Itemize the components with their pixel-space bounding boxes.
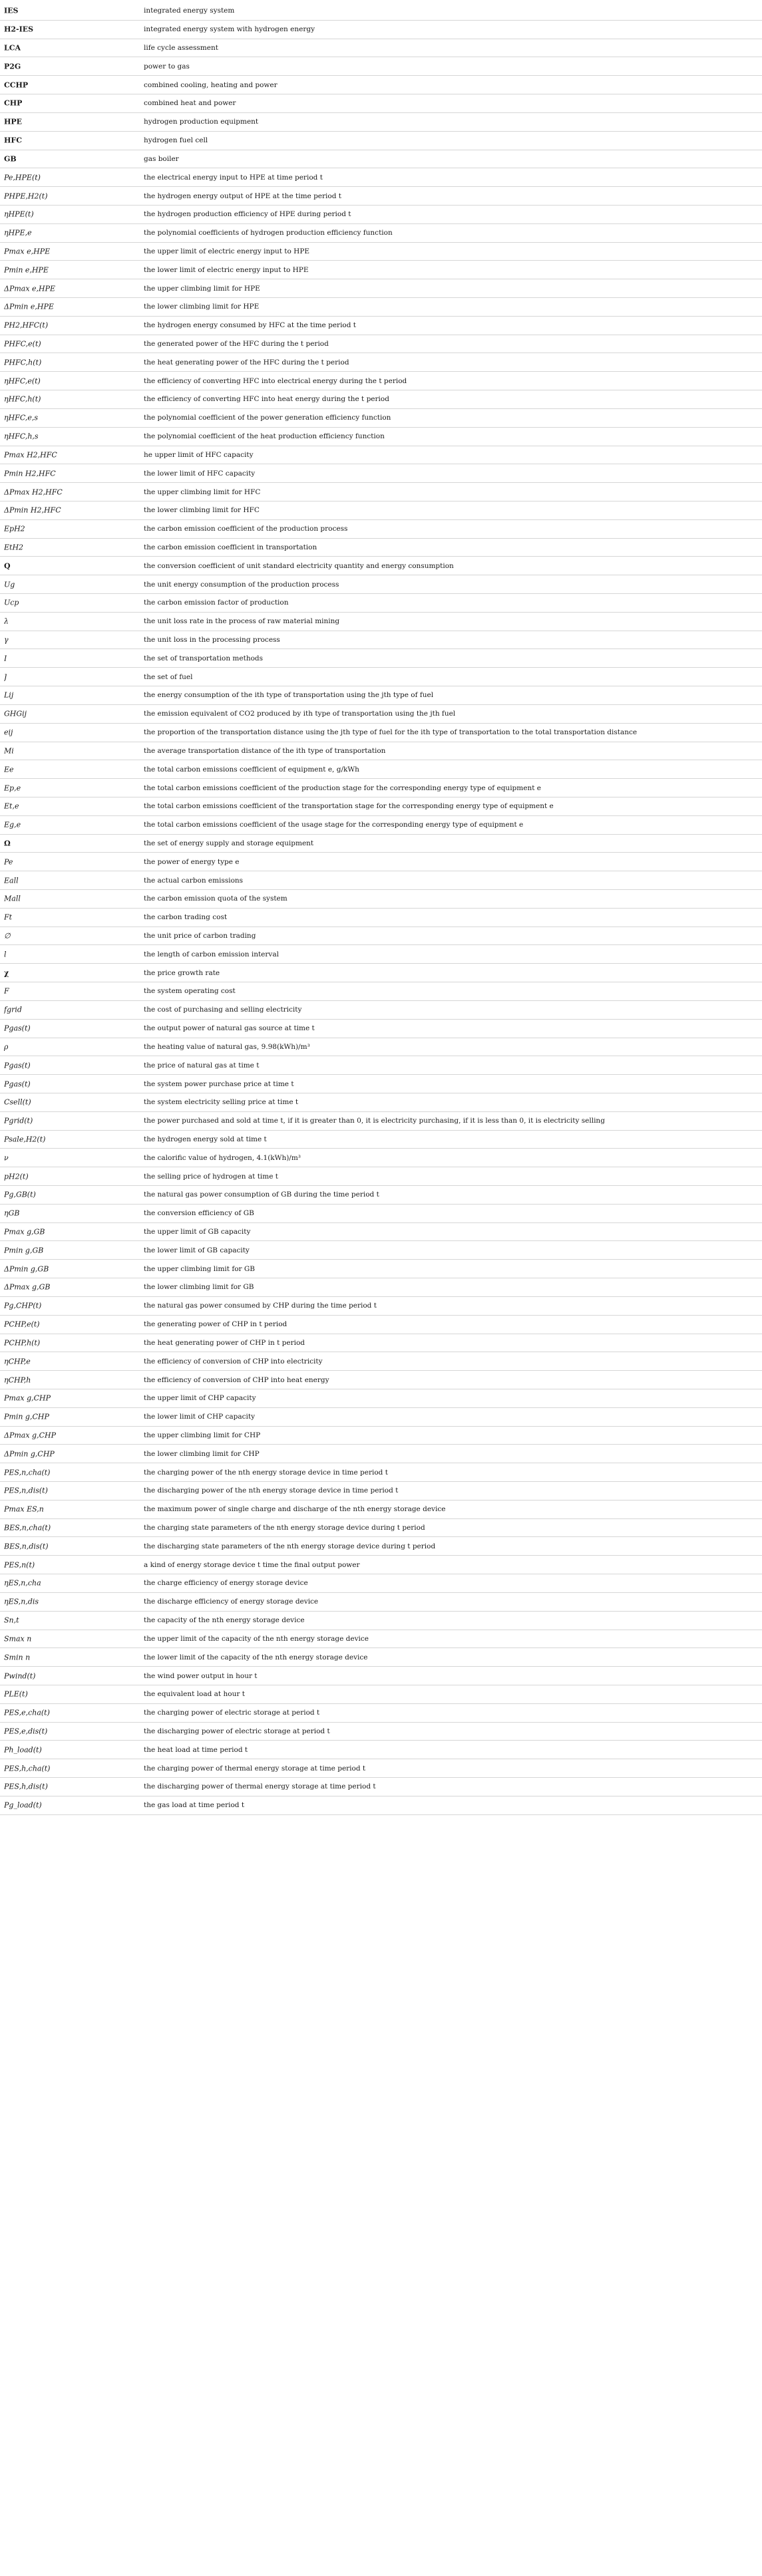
table-row — [0, 1352, 762, 1371]
symbol-cell: PHPE,H2(t) — [4, 192, 48, 201]
symbol-cell: EtH2 — [4, 543, 24, 552]
description-cell: the system operating cost — [144, 987, 236, 996]
table-row — [0, 613, 762, 631]
table-row — [0, 760, 762, 779]
description-cell: the generated power of the HFC during the t period — [144, 340, 329, 349]
symbol-cell: Pmin e,HPE — [4, 265, 49, 275]
symbol-cell: Csell(t) — [4, 1097, 31, 1107]
table-row — [0, 206, 762, 224]
symbol-cell: Pe,HPE(t) — [4, 173, 41, 182]
symbol-cell: ΔPmin g,CHP — [4, 1449, 55, 1459]
symbol-cell: ∅ — [4, 931, 11, 940]
symbol-cell: HFC — [4, 136, 22, 145]
symbol-cell: PLE(t) — [4, 1689, 28, 1699]
symbol-cell: ηHPE,e — [4, 228, 32, 237]
symbol-cell: χ — [4, 968, 9, 978]
symbol-cell: ηHFC,e,s — [4, 413, 38, 422]
table-row — [0, 945, 762, 964]
symbol-cell: PES,n(t) — [4, 1560, 35, 1570]
symbol-cell: ηCHP,e — [4, 1357, 31, 1366]
symbol-cell: Pg,GB(t) — [4, 1190, 36, 1199]
table-row — [0, 982, 762, 1001]
table-row — [0, 372, 762, 390]
table-row — [0, 353, 762, 372]
table-row — [0, 835, 762, 853]
symbol-cell: Pgas(t) — [4, 1024, 31, 1033]
table-row — [0, 390, 762, 409]
symbol-cell: Et,e — [4, 801, 19, 811]
description-cell: the capacity of the nth energy storage device — [144, 1616, 305, 1625]
table-row — [0, 39, 762, 58]
table-row — [0, 1501, 762, 1519]
table-row — [0, 1389, 762, 1408]
description-cell: the proportion of the transportation distance using the jth type of fuel for the ith type of transportation to the total transportation distance — [144, 728, 638, 737]
symbol-cell: Pgrid(t) — [4, 1116, 33, 1125]
symbol-cell: I — [4, 654, 7, 663]
description-cell: the polynomial coefficient of the power generation efficiency function — [144, 414, 391, 422]
symbol-cell: ΔPmax g,CHP — [4, 1431, 56, 1440]
description-cell: the set of transportation methods — [144, 654, 264, 662]
table-row — [0, 1408, 762, 1427]
symbol-cell: BES,n,dis(t) — [4, 1542, 49, 1551]
symbol-cell: Smax n — [4, 1634, 32, 1644]
description-cell: the charging power of the nth energy storage device in time period t — [144, 1468, 388, 1477]
table-row — [0, 1186, 762, 1205]
table-row — [0, 279, 762, 298]
description-cell: the set of energy supply and storage equipment — [144, 839, 314, 847]
table-row — [0, 816, 762, 835]
symbol-cell: ηHPE(t) — [4, 210, 34, 219]
symbol-cell: Eall — [4, 876, 19, 885]
description-cell: the discharge efficiency of energy storage device — [144, 1598, 319, 1606]
symbol-cell: Pmin H2,HFC — [4, 469, 56, 478]
description-cell: the unit loss in the processing process — [144, 636, 280, 644]
table-row — [0, 1723, 762, 1741]
description-cell: the average transportation distance of the ith type of transportation — [144, 746, 386, 755]
table-row — [0, 1556, 762, 1574]
description-cell: the carbon emission factor of production — [144, 599, 289, 607]
description-cell: combined cooling, heating and power — [144, 80, 278, 89]
description-cell: the emission equivalent of CO2 produced by ith type of transportation using the jth fuel — [144, 710, 456, 718]
symbol-cell: γ — [4, 635, 9, 644]
symbol-cell: Pmax g,GB — [4, 1227, 45, 1236]
description-cell: the efficiency of converting HFC into electrical energy during the t period — [144, 376, 407, 385]
description-cell: the lower climbing limit for HPE — [144, 303, 260, 311]
symbol-cell: ΔPmax H2,HFC — [4, 488, 63, 497]
description-cell: the polynomial coefficient of the heat production efficiency function — [144, 432, 385, 441]
description-cell: the total carbon emissions coefficient of equipment e, g/kWh — [144, 765, 359, 774]
description-cell: the upper limit of CHP capacity — [144, 1394, 256, 1403]
symbol-cell: PCHP,e(t) — [4, 1320, 40, 1329]
symbol-cell: CHP — [4, 98, 23, 108]
symbol-cell: Ucp — [4, 598, 19, 607]
description-cell: the carbon emission coefficient of the production process — [144, 525, 348, 533]
description-cell: the carbon emission coefficient in transportation — [144, 543, 317, 551]
symbol-cell: l — [4, 950, 7, 959]
symbol-cell: J — [4, 672, 7, 682]
table-row — [0, 927, 762, 946]
description-cell: the carbon trading cost — [144, 913, 228, 922]
symbol-cell: fgrid — [4, 1005, 22, 1014]
description-cell: the upper climbing limit for GB — [144, 1264, 256, 1273]
table-row — [0, 964, 762, 982]
symbol-cell: PES,h,cha(t) — [4, 1764, 51, 1773]
table-row — [0, 409, 762, 428]
symbol-cell: Pmax H2,HFC — [4, 450, 57, 460]
table-row — [0, 150, 762, 169]
table-row — [0, 1445, 762, 1463]
description-cell: the maximum power of single charge and discharge of the nth energy storage device — [144, 1505, 446, 1514]
table-row — [0, 1278, 762, 1297]
description-cell: the hydrogen energy sold at time t — [144, 1135, 267, 1143]
description-cell: the upper limit of electric energy input to HPE — [144, 247, 310, 255]
description-cell: hydrogen fuel cell — [144, 136, 208, 145]
description-cell: the discharging power of electric storage at period t — [144, 1727, 330, 1735]
description-cell: the natural gas power consumed by CHP during the time period t — [144, 1302, 377, 1310]
description-cell: the price growth rate — [144, 968, 220, 977]
description-cell: the total carbon emissions coefficient of the transportation stage for the corresponding energy type of equipment e — [144, 802, 554, 811]
symbol-cell: ΔPmax e,HPE — [4, 284, 56, 293]
symbol-cell: Lij — [4, 690, 14, 700]
table-row — [0, 1093, 762, 1112]
table-row — [0, 1001, 762, 1020]
description-cell: the lower climbing limit for CHP — [144, 1449, 260, 1458]
table-row — [0, 724, 762, 742]
symbol-cell: Ω — [4, 839, 11, 848]
table-row — [0, 76, 762, 94]
symbol-cell: Mi — [4, 746, 14, 756]
description-cell: the actual carbon emissions — [144, 876, 244, 885]
description-cell: hydrogen production equipment — [144, 118, 259, 126]
symbol-cell: ηGB — [4, 1209, 20, 1218]
description-cell: the lower limit of HFC capacity — [144, 469, 256, 478]
table-row — [0, 779, 762, 797]
description-cell: the system electricity selling price at time t — [144, 1098, 299, 1107]
description-cell: the charging power of electric storage at period t — [144, 1709, 320, 1717]
symbol-cell: ηHFC,h,s — [4, 432, 39, 441]
table-row — [0, 446, 762, 465]
table-row — [0, 1427, 762, 1445]
table-row — [0, 168, 762, 187]
description-cell: the hydrogen energy output of HPE at the time period t — [144, 192, 341, 200]
table-row — [0, 520, 762, 539]
description-cell: the discharging state parameters of the nth energy storage device during t period — [144, 1542, 436, 1550]
description-cell: the heating value of natural gas, 9.98(kWh)/m³ — [144, 1042, 310, 1051]
description-cell: the efficiency of conversion of CHP into heat energy — [144, 1375, 329, 1384]
symbol-cell: Pmin g,GB — [4, 1246, 44, 1255]
table-row — [0, 1056, 762, 1075]
table-row — [0, 742, 762, 761]
symbol-cell: Pmin g,CHP — [4, 1412, 49, 1421]
table-row — [0, 1648, 762, 1667]
table-row — [0, 298, 762, 317]
symbol-cell: Smin n — [4, 1653, 31, 1662]
description-cell: the system power purchase price at time t — [144, 1079, 294, 1088]
table-row — [0, 1149, 762, 1167]
table-row — [0, 21, 762, 39]
symbol-cell: ηES,n,cha — [4, 1578, 41, 1588]
description-cell: a kind of energy storage device t time the final output power — [144, 1560, 360, 1569]
table-row — [0, 224, 762, 243]
description-cell: the charge efficiency of energy storage device — [144, 1579, 308, 1588]
description-cell: the calorific value of hydrogen, 4.1(kWh)/m³ — [144, 1153, 301, 1162]
symbol-cell: PES,n,cha(t) — [4, 1468, 51, 1477]
symbol-cell: ρ — [4, 1042, 9, 1052]
description-cell: the unit energy consumption of the production process — [144, 580, 339, 589]
symbol-cell: Pg_load(t) — [4, 1800, 42, 1810]
description-cell: the upper limit of the capacity of the nth energy storage device — [144, 1634, 369, 1643]
symbol-cell: PCHP,h(t) — [4, 1338, 41, 1348]
table-row — [0, 317, 762, 335]
description-cell: integrated energy system — [144, 7, 235, 15]
description-cell: the natural gas power consumption of GB during the time period t — [144, 1191, 379, 1199]
description-cell: he upper limit of HFC capacity — [144, 450, 254, 459]
table-row — [0, 483, 762, 501]
description-cell: the total carbon emissions coefficient of the production stage for the corresponding energy type of equipment e — [144, 784, 541, 792]
table-row — [0, 1667, 762, 1685]
symbol-cell: ηCHP,h — [4, 1375, 31, 1385]
table-row — [0, 797, 762, 816]
symbol-cell: ΔPmax g,GB — [4, 1282, 51, 1292]
symbol-cell: Ph_load(t) — [4, 1745, 42, 1755]
description-cell: the upper climbing limit for CHP — [144, 1431, 261, 1439]
table-row — [0, 575, 762, 594]
symbol-cell: Psale,H2(t) — [4, 1135, 46, 1144]
description-cell: the electrical energy input to HPE at time period t — [144, 173, 323, 182]
table-row — [0, 1167, 762, 1186]
table-row — [0, 1741, 762, 1759]
table-row — [0, 1223, 762, 1242]
description-cell: the upper climbing limit for HPE — [144, 284, 260, 293]
description-cell: power to gas — [144, 62, 190, 71]
table-row — [0, 1537, 762, 1556]
table-row — [0, 1297, 762, 1316]
table-row — [0, 871, 762, 890]
symbol-cell: IES — [4, 6, 19, 15]
table-row — [0, 1759, 762, 1778]
symbol-cell: ηES,n,dis — [4, 1597, 39, 1606]
table-row — [0, 1630, 762, 1649]
description-cell: the set of fuel — [144, 672, 193, 681]
symbol-cell: ν — [4, 1153, 9, 1163]
description-cell: the conversion coefficient of unit standard electricity quantity and energy consumption — [144, 561, 454, 570]
description-cell: the unit loss rate in the process of raw material mining — [144, 617, 340, 626]
symbol-cell: BES,n,cha(t) — [4, 1523, 51, 1532]
table-row — [0, 853, 762, 871]
table-row — [0, 1038, 762, 1057]
table-row — [0, 1316, 762, 1334]
symbol-cell: ΔPmin e,HPE — [4, 302, 54, 311]
description-cell: the charging power of thermal energy storage at time period t — [144, 1764, 366, 1773]
table-row — [0, 539, 762, 557]
table-row — [0, 94, 762, 113]
table-row — [0, 1371, 762, 1389]
symbol-cell: PH2,HFC(t) — [4, 321, 49, 330]
description-cell: the lower limit of the capacity of the nth energy storage device — [144, 1653, 368, 1661]
symbol-cell: PHFC,e(t) — [4, 339, 41, 349]
symbol-cell: ηHFC,h(t) — [4, 394, 41, 404]
description-cell: the polynomial coefficients of hydrogen production efficiency function — [144, 229, 393, 237]
description-cell: the heat generating power of the HFC during the t period — [144, 358, 349, 366]
description-cell: the lower climbing limit for GB — [144, 1283, 254, 1292]
description-cell: the power purchased and sold at time t, if it is greater than 0, it is electricity purchasing, if it is less than 0, it is electricity selling — [144, 1117, 605, 1125]
table-row — [0, 1519, 762, 1538]
symbol-cell: Pwind(t) — [4, 1671, 36, 1681]
table-row — [0, 649, 762, 668]
symbol-cell: PES,e,dis(t) — [4, 1727, 48, 1736]
description-cell: the length of carbon emission interval — [144, 950, 279, 958]
symbol-cell: Mall — [4, 894, 21, 903]
symbol-cell: Ug — [4, 580, 15, 589]
symbol-cell: Pgas(t) — [4, 1079, 31, 1089]
table-row — [0, 335, 762, 354]
description-cell: the selling price of hydrogen at time t — [144, 1172, 279, 1181]
table-row — [0, 1334, 762, 1353]
symbol-cell: EpH2 — [4, 524, 25, 533]
symbol-cell: CCHP — [4, 80, 29, 90]
table-row — [0, 1685, 762, 1704]
table-row — [0, 57, 762, 76]
description-cell: life cycle assessment — [144, 44, 218, 53]
description-cell: the efficiency of converting HFC into heat energy during the t period — [144, 395, 389, 404]
table-row — [0, 890, 762, 909]
table-row — [0, 1482, 762, 1501]
table-row — [0, 501, 762, 520]
description-cell: the lower limit of electric energy input to HPE — [144, 265, 309, 274]
symbol-cell: H2-IES — [4, 25, 34, 34]
description-cell: gas boiler — [144, 154, 179, 163]
description-cell: the heat generating power of CHP in t period — [144, 1338, 305, 1347]
table-row — [0, 1205, 762, 1223]
description-cell: the upper climbing limit for HFC — [144, 488, 261, 496]
table-row — [0, 686, 762, 705]
symbol-cell: Sn,t — [4, 1616, 19, 1625]
symbol-cell: Ft — [4, 913, 13, 922]
description-cell: the upper limit of GB capacity — [144, 1228, 251, 1236]
table-row — [0, 705, 762, 724]
description-cell: the hydrogen production efficiency of HPE during period t — [144, 210, 351, 219]
symbol-cell: Ep,e — [4, 784, 21, 793]
description-cell: the energy consumption of the ith type of transportation using the jth type of fuel — [144, 691, 434, 700]
symbol-cell: Eg,e — [4, 820, 21, 829]
table-row — [0, 1131, 762, 1149]
symbol-cell: Pe — [4, 857, 13, 867]
description-cell: the lower climbing limit for HFC — [144, 506, 260, 515]
description-cell: integrated energy system with hydrogen energy — [144, 25, 315, 34]
symbol-cell: PES,n,dis(t) — [4, 1486, 48, 1495]
description-cell: the discharging power of the nth energy storage device in time period t — [144, 1487, 399, 1495]
table-row — [0, 1241, 762, 1260]
description-cell: the generating power of CHP in t period — [144, 1320, 287, 1329]
symbol-cell: Q — [4, 561, 11, 571]
table-row — [0, 1260, 762, 1278]
table-row — [0, 1704, 762, 1723]
description-cell: the discharging power of thermal energy storage at time period t — [144, 1783, 376, 1791]
symbol-cell: HPE — [4, 117, 23, 126]
description-cell: the price of natural gas at time t — [144, 1061, 260, 1070]
symbol-cell: ηHFC,e(t) — [4, 376, 41, 386]
symbol-cell: Pmax ES,n — [4, 1504, 44, 1514]
description-cell: the heat load at time period t — [144, 1745, 248, 1754]
table-row — [0, 1020, 762, 1038]
description-cell: the conversion efficiency of GB — [144, 1209, 254, 1218]
description-cell: the cost of purchasing and selling electricity — [144, 1006, 302, 1014]
description-cell: the efficiency of conversion of CHP into electricity — [144, 1357, 323, 1365]
symbol-cell: Ee — [4, 765, 14, 774]
symbol-cell: pH2(t) — [4, 1172, 29, 1181]
symbol-cell: ΔPmin g,GB — [4, 1264, 49, 1274]
table-row — [0, 113, 762, 132]
table-row — [0, 668, 762, 686]
description-cell: the total carbon emissions coefficient of the usage stage for the corresponding energy type of equipment e — [144, 821, 524, 829]
symbol-cell: Pmax g,CHP — [4, 1393, 51, 1403]
table-row — [0, 428, 762, 446]
symbol-cell: GB — [4, 154, 17, 164]
table-row — [0, 187, 762, 206]
table-row — [0, 464, 762, 483]
symbol-cell: ΔPmin H2,HFC — [4, 505, 61, 515]
description-cell: the output power of natural gas source at time t — [144, 1024, 315, 1033]
symbol-cell: F — [4, 986, 9, 996]
table-row — [0, 1778, 762, 1796]
description-cell: combined heat and power — [144, 99, 236, 108]
table-row — [0, 1796, 762, 1815]
description-cell: the equivalent load at hour t — [144, 1690, 245, 1699]
description-cell: the charging state parameters of the nth energy storage device during t period — [144, 1524, 425, 1532]
symbol-cell: Pmax e,HPE — [4, 247, 51, 256]
symbol-cell: Pgas(t) — [4, 1061, 31, 1070]
table-row — [0, 1574, 762, 1593]
table-row — [0, 1463, 762, 1482]
symbol-cell: PES,h,dis(t) — [4, 1782, 48, 1791]
description-cell: the unit price of carbon trading — [144, 932, 256, 940]
symbol-cell: eij — [4, 728, 13, 737]
table-row — [0, 909, 762, 927]
symbol-cell: P2G — [4, 62, 21, 71]
table-row — [0, 1612, 762, 1630]
table-row — [0, 261, 762, 279]
description-cell: the carbon emission quota of the system — [144, 895, 287, 903]
symbol-cell: λ — [4, 617, 9, 626]
table-row — [0, 594, 762, 613]
table-row — [0, 1075, 762, 1093]
table-row — [0, 1112, 762, 1131]
table-row — [0, 132, 762, 150]
symbol-cell: PHFC,h(t) — [4, 358, 42, 367]
description-cell: the hydrogen energy consumed by HFC at the time period t — [144, 321, 357, 330]
table-row — [0, 243, 762, 261]
description-cell: the lower limit of CHP capacity — [144, 1413, 256, 1421]
symbol-cell: LCA — [4, 43, 21, 53]
description-cell: the lower limit of GB capacity — [144, 1246, 250, 1254]
table-row — [0, 631, 762, 650]
table-row — [0, 1593, 762, 1612]
table-row — [0, 557, 762, 575]
description-cell: the gas load at time period t — [144, 1801, 245, 1810]
symbol-cell: PES,e,cha(t) — [4, 1708, 50, 1717]
table-row — [0, 2, 762, 21]
symbol-cell: GHGij — [4, 709, 27, 718]
symbol-cell: Pg,CHP(t) — [4, 1301, 42, 1310]
description-cell: the wind power output in hour t — [144, 1671, 258, 1680]
description-cell: the power of energy type e — [144, 857, 240, 866]
